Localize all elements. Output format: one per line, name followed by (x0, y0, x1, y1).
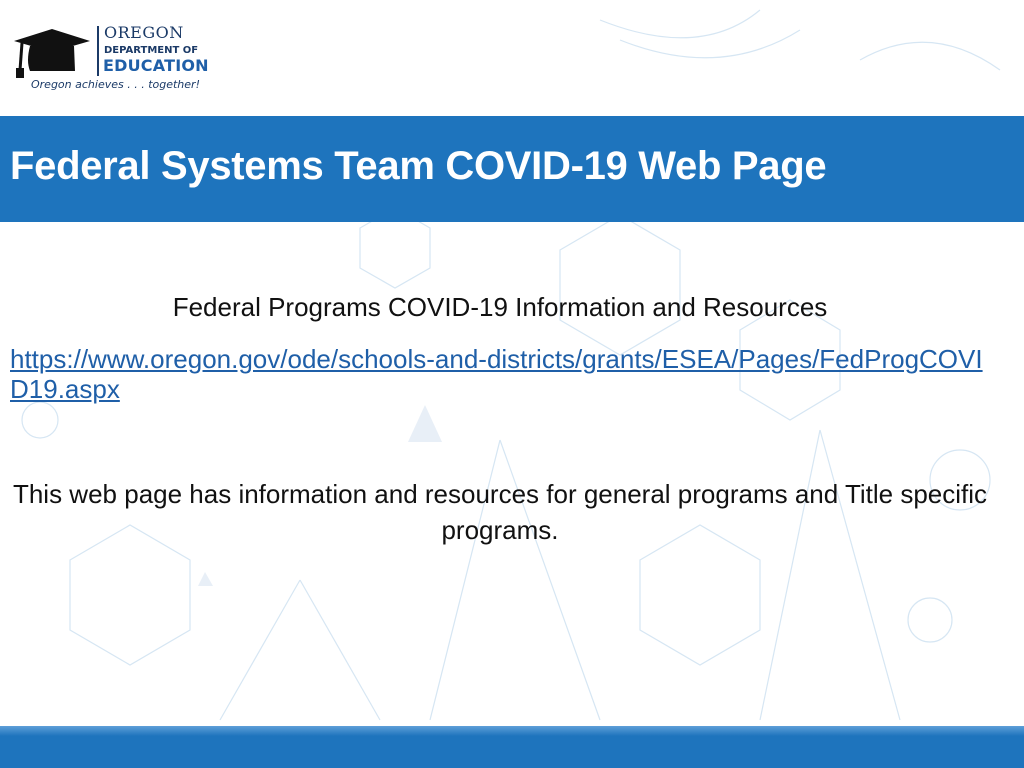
fedprog-covid19-link[interactable]: https://www.oregon.gov/ode/schools-and-districts/grants/ESEA/Pages/FedProgCOVID19.aspx (10, 344, 983, 404)
logo-divider (97, 26, 99, 76)
title-band (0, 116, 1024, 222)
logo-department-text: DEPARTMENT OF (104, 45, 199, 56)
slide-title: Federal Systems Team COVID-19 Web Page (10, 144, 827, 188)
slide-description: This web page has information and resources for general programs and Title specific programs. (12, 479, 988, 545)
bottom-band (0, 726, 1024, 768)
oregon-department-of-education-logo (8, 20, 208, 100)
logo-education-text: EDUCATION (103, 56, 209, 75)
bottom-band-gradient (0, 726, 1024, 736)
slide-subheading: Federal Programs COVID-19 Information and Resources (172, 292, 828, 322)
graduation-cap-oregon-state-icon (12, 26, 92, 82)
logo-tagline: Oregon achieves . . . together! (31, 78, 200, 91)
logo-oregon-text: OREGON (104, 23, 184, 42)
